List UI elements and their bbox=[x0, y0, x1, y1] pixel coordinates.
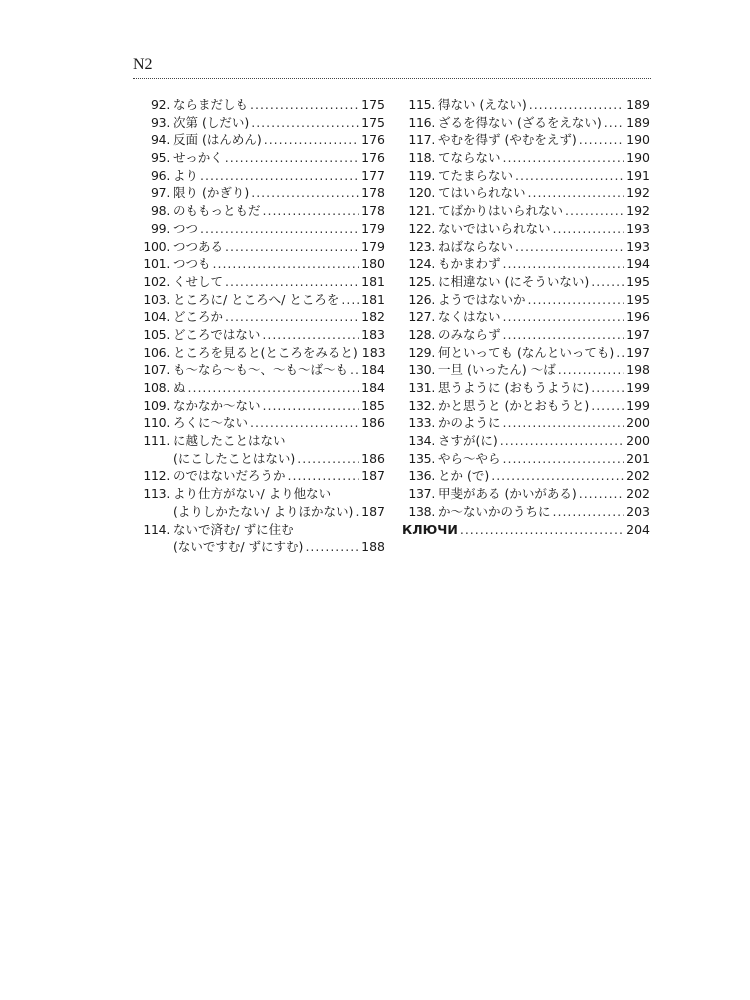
entry-number: 98. bbox=[151, 203, 170, 219]
entry-number: 100. bbox=[143, 238, 170, 254]
entry-page: 177 bbox=[361, 167, 385, 183]
entry-title: やむを得ず (やむをえず) bbox=[438, 132, 577, 148]
entry-title: ないではいられない bbox=[438, 220, 551, 236]
toc-entry[interactable] bbox=[402, 96, 650, 114]
entry-title: つつ bbox=[173, 220, 199, 236]
entry-page: 186 bbox=[361, 415, 385, 431]
entry-title: せっかく bbox=[173, 150, 223, 166]
toc-entry-continuation bbox=[137, 450, 385, 468]
entry-page: 197 bbox=[626, 326, 650, 342]
entry-title: か～ないかのうちに bbox=[438, 503, 551, 519]
toc-column-right bbox=[402, 96, 650, 538]
toc-entry[interactable] bbox=[402, 397, 650, 415]
entry-title: ないで済む/ ずに住む bbox=[173, 521, 294, 537]
toc-entry[interactable] bbox=[402, 131, 650, 149]
entry-title: ざるを得ない (ざるをえない) bbox=[438, 114, 602, 130]
entry-page: 199 bbox=[626, 380, 650, 395]
entry-title: のではないだろうか bbox=[173, 468, 286, 484]
dot-leader bbox=[225, 238, 359, 256]
entry-title: のみならず bbox=[438, 326, 501, 342]
entry-title: に相違ない (にそういない) bbox=[438, 273, 590, 289]
entry-page: 183 bbox=[361, 344, 386, 360]
entry-number: 99. bbox=[151, 220, 170, 236]
entry-page: 198 bbox=[626, 362, 650, 378]
entry-page: 176 bbox=[361, 150, 385, 166]
toc-entry[interactable] bbox=[402, 273, 650, 291]
entry-number: 136. bbox=[408, 468, 435, 484]
entry-number: 121. bbox=[408, 203, 435, 219]
entry-title: ならまだしも bbox=[173, 97, 249, 112]
dot-leader bbox=[350, 361, 359, 379]
dot-leader bbox=[503, 414, 625, 432]
toc-entry-keys[interactable] bbox=[402, 521, 650, 539]
entry-number: 129. bbox=[408, 344, 435, 360]
entry-page: 179 bbox=[361, 220, 385, 236]
entry-page: 176 bbox=[361, 132, 385, 148]
dot-leader bbox=[264, 131, 359, 149]
entry-title: より仕方がない/ より他ない bbox=[173, 486, 332, 502]
dot-leader bbox=[263, 202, 360, 220]
toc-entry[interactable] bbox=[402, 432, 650, 450]
dot-leader bbox=[225, 273, 359, 291]
entry-page: 175 bbox=[361, 114, 385, 130]
entry-title: ところを見ると(ところをみると) bbox=[173, 344, 358, 360]
entry-number: 104. bbox=[143, 309, 170, 325]
entry-number: 111. bbox=[143, 433, 170, 449]
entry-title: ところに/ ところへ/ ところを bbox=[173, 291, 340, 307]
entry-title: 限り (かぎり) bbox=[173, 185, 250, 201]
toc-entry[interactable] bbox=[137, 202, 385, 220]
entry-title: とか (で) bbox=[438, 468, 490, 484]
toc-entry[interactable] bbox=[402, 361, 650, 379]
entry-title: なかなか～ない bbox=[173, 397, 261, 413]
entry-number: 105. bbox=[143, 326, 170, 342]
entry-page: 195 bbox=[626, 291, 650, 307]
toc-entry-continuation bbox=[137, 538, 385, 556]
toc-entry[interactable] bbox=[137, 326, 385, 344]
entry-title: てはいられない bbox=[438, 185, 526, 201]
header-divider bbox=[133, 78, 651, 79]
entry-page: 192 bbox=[626, 185, 650, 201]
entry-title: どころか bbox=[173, 309, 224, 325]
entry-title: も～なら～も～、～も～ば～も bbox=[173, 362, 349, 378]
entry-title: つつある bbox=[173, 238, 224, 254]
entry-title: のももっともだ bbox=[173, 203, 261, 219]
entry-page: 192 bbox=[626, 203, 650, 219]
entry-page: 178 bbox=[361, 185, 385, 201]
toc-entry[interactable] bbox=[402, 326, 650, 344]
toc-entry[interactable] bbox=[137, 255, 385, 273]
dot-leader bbox=[288, 467, 360, 485]
dot-leader bbox=[460, 521, 624, 539]
toc-entry[interactable] bbox=[137, 273, 385, 291]
entry-title: より bbox=[173, 167, 199, 183]
entry-page: 184 bbox=[361, 362, 385, 378]
toc-entry-continuation bbox=[137, 503, 385, 521]
entry-number: 119. bbox=[408, 167, 435, 183]
toc-entry[interactable] bbox=[402, 167, 650, 185]
entry-page: 189 bbox=[626, 114, 650, 130]
toc-entry[interactable] bbox=[402, 202, 650, 220]
toc-entry[interactable] bbox=[402, 114, 650, 132]
toc-entry[interactable] bbox=[137, 432, 385, 450]
entry-page: 203 bbox=[626, 503, 650, 519]
entry-number: 138. bbox=[408, 503, 435, 519]
dot-leader bbox=[355, 503, 359, 521]
entry-title: に越したことはない bbox=[173, 433, 286, 449]
toc-entry[interactable] bbox=[137, 291, 385, 309]
entry-number: 128. bbox=[408, 326, 435, 342]
entry-page: 183 bbox=[361, 326, 385, 342]
dot-leader bbox=[528, 291, 625, 309]
dot-leader bbox=[579, 131, 624, 149]
entry-page: 193 bbox=[626, 238, 650, 254]
toc-entry[interactable] bbox=[402, 450, 650, 468]
entry-number: 127. bbox=[408, 309, 435, 325]
entry-page: 196 bbox=[626, 309, 650, 325]
toc-entry[interactable] bbox=[137, 485, 385, 503]
toc-entry[interactable] bbox=[402, 379, 650, 397]
entry-number: 113. bbox=[143, 486, 170, 502]
entry-number: 107. bbox=[143, 362, 170, 378]
entry-number: 116. bbox=[408, 114, 435, 130]
entry-number: 92. bbox=[151, 97, 170, 112]
entry-number: 108. bbox=[143, 380, 170, 395]
entry-page: 194 bbox=[626, 256, 650, 272]
entry-number: 132. bbox=[408, 397, 435, 413]
entry-page: 193 bbox=[626, 220, 650, 236]
entry-title: 一旦 (いったん) ～ば bbox=[438, 362, 556, 378]
toc-entry[interactable] bbox=[137, 361, 385, 379]
entry-page: 180 bbox=[361, 256, 385, 272]
toc-entry[interactable] bbox=[402, 344, 650, 362]
dot-leader bbox=[616, 344, 624, 362]
entry-title: くせして bbox=[173, 273, 224, 289]
dot-leader bbox=[225, 149, 359, 167]
dot-leader bbox=[591, 397, 624, 415]
dot-leader bbox=[503, 326, 625, 344]
entry-page: 175 bbox=[361, 97, 385, 112]
entry-number: 130. bbox=[408, 362, 435, 378]
toc-entry[interactable] bbox=[402, 184, 650, 202]
dot-leader bbox=[500, 432, 624, 450]
entry-number: 124. bbox=[408, 256, 435, 272]
dot-leader bbox=[591, 273, 624, 291]
entry-page: 185 bbox=[361, 397, 385, 413]
dot-leader bbox=[553, 220, 625, 238]
entry-number: 126. bbox=[408, 291, 435, 307]
entry-title: もかまわず bbox=[438, 256, 501, 272]
entry-number: 101. bbox=[143, 256, 170, 272]
entry-page: 182 bbox=[361, 309, 385, 325]
entry-number: 134. bbox=[408, 433, 435, 449]
toc-entry[interactable] bbox=[402, 485, 650, 503]
dot-leader bbox=[604, 114, 624, 132]
entry-number: 117. bbox=[408, 132, 435, 148]
toc-entry[interactable] bbox=[137, 131, 385, 149]
entry-number: 102. bbox=[143, 273, 170, 289]
entry-number: 106. bbox=[143, 344, 170, 360]
dot-leader bbox=[188, 379, 360, 397]
dot-leader bbox=[250, 414, 359, 432]
entry-page: 199 bbox=[626, 397, 650, 413]
dot-leader bbox=[341, 291, 359, 309]
entry-page: 190 bbox=[626, 132, 650, 148]
entry-page: 189 bbox=[626, 97, 650, 112]
entry-page: 202 bbox=[626, 468, 650, 484]
toc-entry[interactable] bbox=[402, 503, 650, 521]
entry-title: ろくに～ない bbox=[173, 415, 249, 431]
entry-number: 114. bbox=[143, 521, 170, 537]
toc-entry[interactable] bbox=[137, 149, 385, 167]
dot-leader bbox=[263, 397, 360, 415]
entry-page: 181 bbox=[361, 273, 385, 289]
entry-page: 187 bbox=[361, 503, 385, 519]
entry-number: 103. bbox=[143, 291, 170, 307]
entry-number: 131. bbox=[408, 380, 435, 395]
toc-entry[interactable] bbox=[137, 467, 385, 485]
keys-page: 204 bbox=[626, 521, 650, 537]
toc-entry[interactable] bbox=[137, 184, 385, 202]
entry-number: 109. bbox=[143, 397, 170, 413]
toc-entry[interactable] bbox=[402, 220, 650, 238]
entry-title: つつも bbox=[173, 256, 211, 272]
entry-page: 191 bbox=[626, 167, 650, 183]
entry-number: 94. bbox=[151, 132, 170, 148]
dot-leader bbox=[558, 361, 624, 379]
toc-entry[interactable] bbox=[137, 238, 385, 256]
entry-page: 202 bbox=[626, 486, 650, 502]
dot-leader bbox=[503, 450, 625, 468]
entry-page: 186 bbox=[361, 450, 385, 466]
dot-leader bbox=[503, 255, 625, 273]
entry-title: 甲斐がある (かいがある) bbox=[438, 486, 577, 502]
entry-number: 96. bbox=[151, 167, 170, 183]
entry-page: 179 bbox=[361, 238, 385, 254]
entry-number: 135. bbox=[408, 450, 435, 466]
dot-leader bbox=[529, 96, 624, 114]
dot-leader bbox=[591, 379, 624, 397]
dot-leader bbox=[553, 503, 625, 521]
entry-title: かと思うと (かとおもうと) bbox=[438, 397, 590, 413]
dot-leader bbox=[251, 114, 359, 132]
toc-entry[interactable] bbox=[402, 414, 650, 432]
toc-entry[interactable] bbox=[402, 255, 650, 273]
entry-number: 120. bbox=[408, 185, 435, 201]
entry-number: 137. bbox=[408, 486, 435, 502]
entry-title: てならない bbox=[438, 150, 501, 166]
entry-title: 思うように (おもうように) bbox=[438, 380, 590, 395]
dot-leader bbox=[515, 167, 624, 185]
entry-title: てたまらない bbox=[438, 167, 514, 183]
entry-page: 195 bbox=[626, 273, 650, 289]
entry-page: 200 bbox=[626, 415, 650, 431]
keys-title: КЛЮЧИ bbox=[402, 521, 458, 537]
entry-title: ぬ bbox=[173, 380, 186, 395]
dot-leader bbox=[305, 538, 359, 556]
dot-leader bbox=[528, 184, 625, 202]
toc-entry[interactable] bbox=[137, 379, 385, 397]
entry-title: てばかりはいられない bbox=[438, 203, 564, 219]
entry-page: 197 bbox=[626, 344, 650, 360]
entry-number: 118. bbox=[408, 150, 435, 166]
entry-page: 178 bbox=[361, 203, 385, 219]
dot-leader bbox=[579, 485, 624, 503]
entry-title-reading: (ないですむ/ ずにすむ) bbox=[173, 539, 304, 555]
entry-number: 123. bbox=[408, 238, 435, 254]
entry-number: 122. bbox=[408, 220, 435, 236]
entry-page: 188 bbox=[361, 539, 385, 555]
toc-entry[interactable] bbox=[137, 167, 385, 185]
dot-leader bbox=[565, 202, 624, 220]
entry-title: 何といっても (なんといっても) bbox=[438, 344, 615, 360]
entry-number: 93. bbox=[151, 114, 170, 130]
entry-number: 133. bbox=[408, 415, 435, 431]
toc-entry[interactable] bbox=[137, 414, 385, 432]
dot-leader bbox=[200, 167, 359, 185]
toc-entry[interactable] bbox=[137, 521, 385, 539]
toc-entry[interactable] bbox=[402, 238, 650, 256]
toc-entry[interactable] bbox=[402, 149, 650, 167]
entry-title-reading: (にこしたことはない) bbox=[173, 450, 296, 466]
entry-page: 187 bbox=[361, 468, 385, 484]
toc-entry[interactable] bbox=[402, 308, 650, 326]
entry-title: 反面 (はんめん) bbox=[173, 132, 262, 148]
entry-number: 97. bbox=[151, 185, 170, 201]
toc-column-left bbox=[137, 96, 385, 556]
entry-page: 200 bbox=[626, 433, 650, 449]
entry-title: 得ない (えない) bbox=[438, 97, 527, 112]
dot-leader bbox=[515, 238, 624, 256]
entry-number: 125. bbox=[408, 273, 435, 289]
dot-leader bbox=[297, 450, 359, 468]
toc-entry[interactable] bbox=[402, 467, 650, 485]
entry-title-reading: (よりしかたない/ よりほかない) bbox=[173, 503, 354, 519]
entry-title: かのように bbox=[438, 415, 501, 431]
dot-leader bbox=[251, 184, 359, 202]
entry-number: 110. bbox=[143, 415, 170, 431]
dot-leader bbox=[491, 467, 624, 485]
toc-entry[interactable] bbox=[137, 220, 385, 238]
entry-number: 95. bbox=[151, 150, 170, 166]
entry-title: やら～やら bbox=[438, 450, 501, 466]
entry-title: どころではない bbox=[173, 326, 261, 342]
dot-leader bbox=[503, 149, 625, 167]
toc-entry[interactable] bbox=[137, 344, 385, 362]
entry-title: さすが(に) bbox=[438, 433, 498, 449]
toc-entry[interactable] bbox=[137, 308, 385, 326]
dot-leader bbox=[200, 220, 359, 238]
toc-entry[interactable] bbox=[137, 114, 385, 132]
entry-page: 184 bbox=[361, 380, 385, 395]
entry-title: 次第 (しだい) bbox=[173, 114, 250, 130]
dot-leader bbox=[262, 326, 359, 344]
entry-page: 181 bbox=[361, 291, 385, 307]
entry-title: ねばならない bbox=[438, 238, 514, 254]
toc-entry[interactable] bbox=[137, 96, 385, 114]
dot-leader bbox=[213, 255, 360, 273]
entry-number: 112. bbox=[143, 468, 170, 484]
toc-entry[interactable] bbox=[402, 291, 650, 309]
entry-page: 190 bbox=[626, 150, 650, 166]
dot-leader bbox=[250, 96, 359, 114]
entry-number: 115. bbox=[408, 97, 435, 112]
dot-leader bbox=[503, 308, 625, 326]
page-header: N2 bbox=[133, 56, 153, 73]
entry-page: 201 bbox=[626, 450, 650, 466]
toc-entry[interactable] bbox=[137, 397, 385, 415]
entry-title: なくはない bbox=[438, 309, 501, 325]
dot-leader bbox=[225, 308, 359, 326]
entry-title: ようではないか bbox=[438, 291, 526, 307]
